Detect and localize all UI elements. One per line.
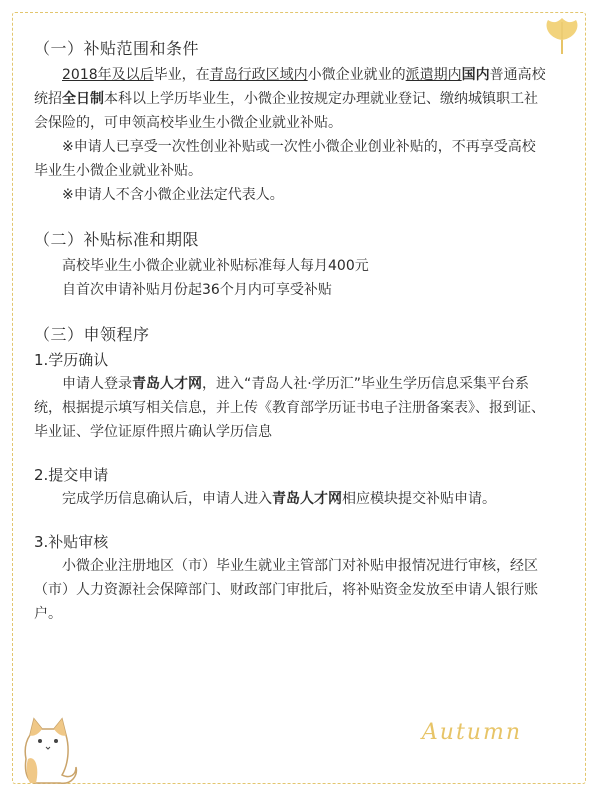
step-title: 1.学历确认 <box>34 351 109 369</box>
dispatch-period-text: 派遣期内 <box>405 67 462 83</box>
site-name: 青岛人才网 <box>132 376 202 392</box>
text-span: 毕业，在 <box>153 67 210 83</box>
region-text: 青岛行政区域内 <box>209 67 308 83</box>
text-span: ，进入“青岛人社·学历汇”毕业生学历信息采集平台系统，根据提示填写相关信息，并上传《教育部学历证书电子注册备案表》、报到证、毕业证、学位证原件照片确认学历信息 <box>34 376 545 440</box>
text-span: 相应模块提交补贴申请。 <box>342 491 496 507</box>
text-span: 本科以上学历毕业生，小微企业按规定办理就业登记、缴纳城镇职工社会保险的，可申领高校毕业生小微企业就业补贴。 <box>34 91 538 131</box>
text-span: 小微企业就业的 <box>307 67 406 83</box>
step-title: 3.补贴审核 <box>34 533 109 551</box>
ginkgo-leaf-icon <box>540 14 584 58</box>
text-span: 申请人登录 <box>62 376 132 392</box>
graduation-year: 2018年及以后 <box>62 67 154 83</box>
text-span: 普通高校统招 <box>34 67 546 107</box>
section-heading: （三）申领程序 <box>34 325 150 344</box>
cat-icon <box>16 705 82 789</box>
site-name: 青岛人才网 <box>272 491 342 507</box>
note-paragraph: ※申请人不含小微企业法定代表人。 <box>62 187 284 203</box>
fulltime-text: 全日制 <box>62 91 104 107</box>
article-body <box>34 36 546 626</box>
domestic-text: 国内 <box>461 67 490 83</box>
text-span: 完成学历信息确认后，申请人进入 <box>62 491 272 507</box>
section-heading: （一）补贴范围和条件 <box>34 39 200 58</box>
note-paragraph: ※申请人已享受一次性创业补贴或一次性小微企业创业补贴的，不再享受高校毕业生小微企业就业补贴。 <box>34 139 536 179</box>
autumn-watermark: Autumn <box>421 720 522 745</box>
step-paragraph <box>34 372 546 444</box>
section-heading: （二）补贴标准和期限 <box>34 230 200 249</box>
period-line: 自首次申请补贴月份起36个月内可享受补贴 <box>62 282 332 298</box>
step-paragraph: 小微企业注册地区（市）毕业生就业主管部门对补贴申报情况进行审核，经区（市）人力资源社会保障部门、财政部门审批后，将补贴资金发放至申请人银行账户。 <box>34 558 538 622</box>
eligibility-paragraph <box>34 63 546 135</box>
step-title: 2.提交申请 <box>34 466 109 484</box>
standard-line: 高校毕业生小微企业就业补贴标准每人每月400元 <box>62 258 369 274</box>
step-paragraph <box>34 487 546 511</box>
